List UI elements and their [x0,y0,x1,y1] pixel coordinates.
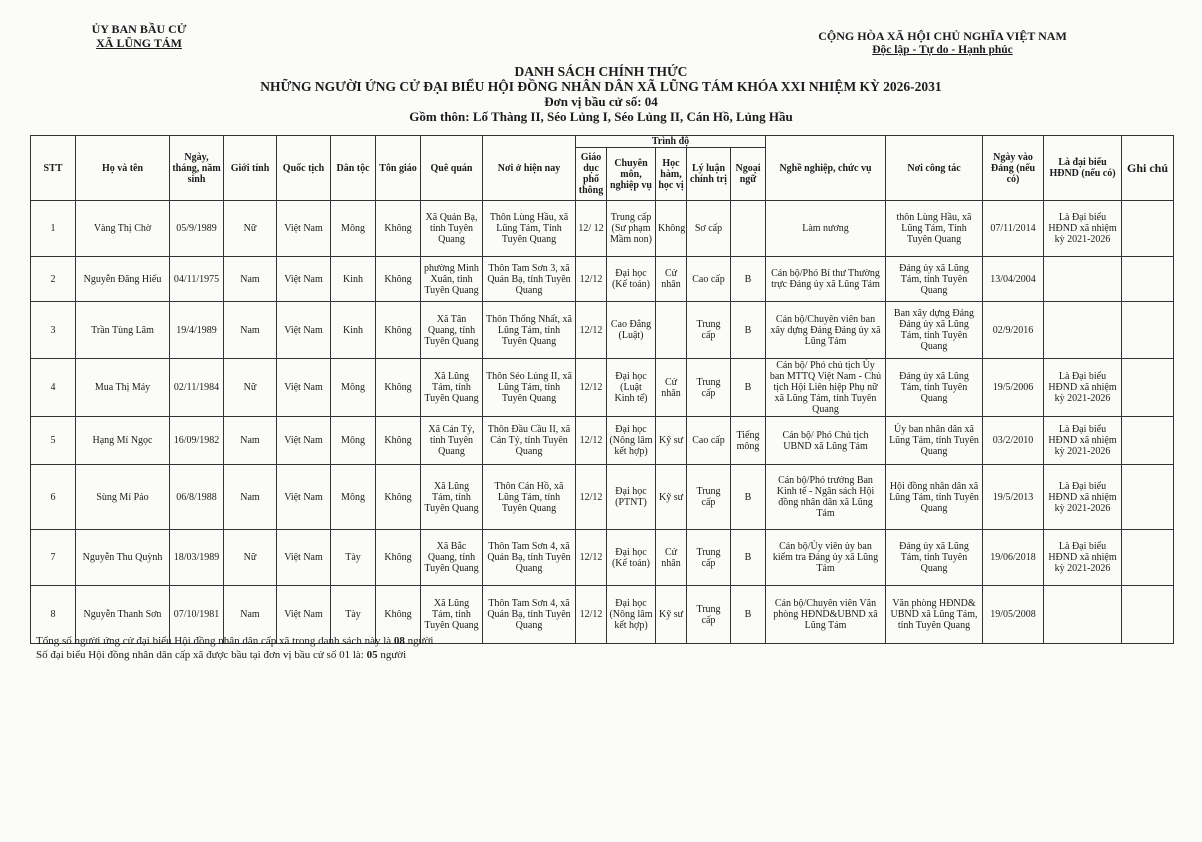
document-title-block [0,64,1202,124]
cell-occupation: Cán bộ/Ủy viên ủy ban kiểm tra Đảng ủy xã Lũng Tám [766,530,886,586]
cell-religion: Không [376,257,421,302]
cell-stt: 8 [31,586,76,644]
candidate-rows [31,201,1174,644]
cell-language: Tiếng mông [731,417,766,465]
cell-religion: Không [376,417,421,465]
cell-name: Hạng Mí Ngọc [76,417,170,465]
cell-ethnicity: Mông [331,465,376,530]
summary-total-value: 08 [393,635,405,647]
cell-ethnicity: Kinh [331,257,376,302]
cell-specialty: Đại học (PTNT) [607,465,656,530]
document-title: DANH SÁCH CHÍNH THỨC [514,64,688,79]
cell-name: Vàng Thị Chờ [76,201,170,257]
summary-elected-line [36,648,434,662]
cell-dob: 07/10/1981 [170,586,224,644]
cell-workplace: Đảng ủy xã Lũng Tám, tỉnh Tuyên Quang [886,530,983,586]
cell-note [1122,417,1174,465]
cell-residence: Thôn Séo Lủng II, xã Lũng Tám, tỉnh Tuyên Quang [483,359,576,417]
cell-gender: Nữ [224,359,277,417]
cell-stt: 6 [31,465,76,530]
cell-specialty: Đại học (Nông lâm kết hợp) [607,586,656,644]
col-religion: Tôn giáo [376,136,421,201]
cell-specialty: Đại học (Luật Kinh tế) [607,359,656,417]
cell-political: Trung cấp [687,465,731,530]
cell-residence: Thôn Đầu Cầu II, xã Cán Tỷ, tỉnh Tuyên Quang [483,417,576,465]
cell-note [1122,586,1174,644]
cell-academic [656,302,687,359]
table-row [31,201,1174,257]
cell-religion: Không [376,530,421,586]
cell-workplace: thôn Lùng Hầu, xã Lũng Tám, Tỉnh Tuyên Quang [886,201,983,257]
village-list: Gồm thôn: Lố Thàng II, Séo Lủng I, Séo Lủng II, Cán Hồ, Lủng Hầu [409,109,793,124]
cell-academic: Cử nhân [656,530,687,586]
cell-academic: Kỹ sư [656,465,687,530]
cell-political: Cao cấp [687,257,731,302]
cell-specialty: Đại học (Kế toán) [607,257,656,302]
cell-residence: Thôn Lùng Hầu, xã Lũng Tám, Tỉnh Tuyên Quang [483,201,576,257]
cell-note [1122,530,1174,586]
cell-ethnicity: Tày [331,586,376,644]
cell-political: Trung cấp [687,530,731,586]
col-council: Là đại biểu HĐND (nếu có) [1044,136,1122,201]
cell-hometown: Xã Bắc Quang, tỉnh Tuyên Quang [421,530,483,586]
cell-religion: Không [376,201,421,257]
summary-footer [36,634,434,662]
cell-nationality: Việt Nam [277,530,331,586]
cell-note [1122,359,1174,417]
cell-residence: Thôn Cán Hồ, xã Lũng Tám, tỉnh Tuyên Quang [483,465,576,530]
cell-name: Trần Tùng Lâm [76,302,170,359]
col-group-level: Trình độ [576,136,766,148]
cell-nationality: Việt Nam [277,257,331,302]
col-workplace: Nơi công tác [886,136,983,201]
document-subtitle: NHỮNG NGƯỜI ỨNG CỬ ĐẠI BIỂU HỘI ĐỒNG NHÂN DÂN XÃ LŨNG TÁM KHÓA XXI NHIỆM KỲ 2026-2031 [260,79,942,94]
summary-total-unit: người [404,635,434,647]
cell-note [1122,257,1174,302]
cell-religion: Không [376,359,421,417]
cell-political: Trung cấp [687,359,731,417]
cell-hometown: Xã Tân Quang, tỉnh Tuyên Quang [421,302,483,359]
cell-ethnicity: Kinh [331,302,376,359]
cell-political: Trung cấp [687,586,731,644]
col-hometown: Quê quán [421,136,483,201]
cell-workplace: Đảng ủy xã Lũng Tám, tỉnh Tuyên Quang [886,359,983,417]
cell-party-date: 07/11/2014 [983,201,1044,257]
cell-council: Là Đại biểu HĐND xã nhiệm kỳ 2021-2026 [1044,417,1122,465]
cell-note [1122,302,1174,359]
cell-language: B [731,257,766,302]
table-row [31,530,1174,586]
col-ethnicity: Dân tộc [331,136,376,201]
col-occupation: Nghề nghiệp, chức vụ [766,136,886,201]
cell-academic: Cử nhân [656,257,687,302]
col-stt: STT [31,136,76,201]
cell-stt: 5 [31,417,76,465]
cell-ethnicity: Tày [331,530,376,586]
cell-dob: 16/09/1982 [170,417,224,465]
col-name: Họ và tên [76,136,170,201]
cell-name: Nguyễn Thu Quỳnh [76,530,170,586]
cell-gender: Nữ [224,530,277,586]
cell-occupation: Cán bộ/ Phó Chủ tịch UBND xã Lũng Tám [766,417,886,465]
cell-dob: 05/9/1989 [170,201,224,257]
table-row [31,257,1174,302]
cell-specialty: Đại học (Nông lâm kết hợp) [607,417,656,465]
issuer-line-2: XÃ LŨNG TÁM [96,36,182,50]
cell-language: B [731,586,766,644]
cell-specialty: Đại học (Kế toán) [607,530,656,586]
col-specialty: Chuyên môn, nghiệp vụ [607,148,656,201]
cell-residence: Thôn Tam Sơn 3, xã Quản Bạ, tỉnh Tuyên Quang [483,257,576,302]
cell-council: Là Đại biểu HĐND xã nhiệm kỳ 2021-2026 [1044,465,1122,530]
cell-language: B [731,530,766,586]
cell-name: Nguyễn Thanh Sơn [76,586,170,644]
cell-party-date: 19/5/2006 [983,359,1044,417]
summary-elected-value: 05 [366,649,378,661]
cell-specialty: Cao Đẳng (Luật) [607,302,656,359]
cell-workplace: Văn phòng HĐND& UBND xã Lũng Tám, tỉnh Tuyên Quang [886,586,983,644]
cell-council [1044,586,1122,644]
cell-gender: Nam [224,417,277,465]
cell-language: B [731,359,766,417]
summary-elected-text: Số đại biểu Hội đồng nhân dân cấp xã được bầu tại đơn vị bầu cử số 01 là: [36,649,367,661]
cell-dob: 04/11/1975 [170,257,224,302]
cell-council: Là Đại biểu HĐND xã nhiệm kỳ 2021-2026 [1044,201,1122,257]
cell-name: Sùng Mí Páo [76,465,170,530]
cell-nationality: Việt Nam [277,465,331,530]
cell-stt: 2 [31,257,76,302]
cell-general-edu: 12/12 [576,257,607,302]
cell-nationality: Việt Nam [277,417,331,465]
col-note: Ghi chú [1122,136,1174,201]
cell-residence: Thôn Tam Sơn 4, xã Quản Bạ, tỉnh Tuyên Quang [483,530,576,586]
cell-party-date: 03/2/2010 [983,417,1044,465]
table-row [31,417,1174,465]
cell-occupation: Cán bộ/ Phó chủ tịch Ủy ban MTTQ Việt Nam - Chủ tịch Hội Liên hiệp Phụ nữ xã Lũng Tám, tỉnh Tuyên Quang [766,359,886,417]
cell-language: B [731,302,766,359]
col-general-edu: Giáo dục phổ thông [576,148,607,201]
cell-political: Cao cấp [687,417,731,465]
cell-general-edu: 12/12 [576,417,607,465]
cell-general-edu: 12/12 [576,586,607,644]
col-academic: Học hàm, học vị [656,148,687,201]
col-residence: Nơi ở hiện nay [483,136,576,201]
cell-academic: Không [656,201,687,257]
cell-residence: Thôn Thống Nhất, xã Lũng Tám, tỉnh Tuyên Quang [483,302,576,359]
cell-occupation: Cán bộ/Chuyên viên Văn phòng HĐND&UBND xã Lũng Tám [766,586,886,644]
cell-hometown: Xã Cán Tỷ, tỉnh Tuyên Quang [421,417,483,465]
cell-ethnicity: Mông [331,359,376,417]
cell-hometown: Xã Lũng Tám, tỉnh Tuyên Quang [421,359,483,417]
cell-council: Là Đại biểu HĐND xã nhiệm kỳ 2021-2026 [1044,359,1122,417]
cell-occupation: Làm nương [766,201,886,257]
cell-stt: 7 [31,530,76,586]
summary-elected-unit: người [377,649,407,661]
cell-workplace: Ủy ban nhân dân xã Lũng Tám, tỉnh Tuyên Quang [886,417,983,465]
cell-note [1122,201,1174,257]
cell-religion: Không [376,586,421,644]
cell-party-date: 19/05/2008 [983,586,1044,644]
col-political: Lý luận chính trị [687,148,731,201]
cell-hometown: Xã Lũng Tám, tỉnh Tuyên Quang [421,586,483,644]
cell-political: Sơ cấp [687,201,731,257]
electoral-unit: Đơn vị bầu cử số: 04 [544,94,658,109]
national-motto: Độc lập - Tự do - Hạnh phúc [872,44,1013,56]
cell-name: Nguyễn Đăng Hiếu [76,257,170,302]
cell-gender: Nam [224,465,277,530]
cell-hometown: Xã Quản Bạ, tỉnh Tuyên Quang [421,201,483,257]
cell-dob: 02/11/1984 [170,359,224,417]
issuer-block [84,22,194,50]
col-language: Ngoại ngữ [731,148,766,201]
cell-workplace: Hội đồng nhân dân xã Lũng Tám, tỉnh Tuyên Quang [886,465,983,530]
candidate-table [30,135,1174,644]
cell-political: Trung cấp [687,302,731,359]
cell-stt: 1 [31,201,76,257]
cell-religion: Không [376,465,421,530]
col-party-date: Ngày vào Đảng (nếu có) [983,136,1044,201]
col-dob: Ngày, tháng, năm sinh [170,136,224,201]
cell-ethnicity: Mông [331,417,376,465]
summary-total-line [36,634,434,648]
cell-nationality: Việt Nam [277,201,331,257]
cell-language [731,201,766,257]
cell-hometown: Xã Lũng Tám, tỉnh Tuyên Quang [421,465,483,530]
cell-council [1044,302,1122,359]
cell-workplace: Ban xây dựng Đảng Đảng ủy xã Lũng Tám, tỉnh Tuyên Quang [886,302,983,359]
cell-hometown: phường Minh Xuân, tỉnh Tuyên Quang [421,257,483,302]
cell-gender: Nam [224,302,277,359]
cell-party-date: 02/9/2016 [983,302,1044,359]
summary-total-text: Tổng số người ứng cử đại biểu Hội đồng nhân dân cấp xã trong danh sách này là [36,635,394,647]
col-nationality: Quốc tịch [277,136,331,201]
table-row [31,465,1174,530]
national-title: CỘNG HÒA XÃ HỘI CHỦ NGHĨA VIỆT NAM [818,29,1067,43]
cell-dob: 18/03/1989 [170,530,224,586]
cell-gender: Nam [224,257,277,302]
cell-language: B [731,465,766,530]
table-row [31,302,1174,359]
cell-academic: Kỹ sư [656,586,687,644]
cell-workplace: Đảng ủy xã Lũng Tám, tỉnh Tuyên Quang [886,257,983,302]
cell-name: Mua Thị Máy [76,359,170,417]
cell-general-edu: 12/12 [576,359,607,417]
cell-dob: 06/8/1988 [170,465,224,530]
cell-party-date: 19/06/2018 [983,530,1044,586]
cell-general-edu: 12/ 12 [576,201,607,257]
cell-religion: Không [376,302,421,359]
cell-occupation: Cán bộ/Phó Bí thư Thường trực Đảng ủy xã Lũng Tám [766,257,886,302]
cell-note [1122,465,1174,530]
cell-nationality: Việt Nam [277,586,331,644]
cell-council [1044,257,1122,302]
cell-general-edu: 12/12 [576,302,607,359]
cell-nationality: Việt Nam [277,302,331,359]
cell-residence: Thôn Tam Sơn 4, xã Quản Bạ, tỉnh Tuyên Quang [483,586,576,644]
cell-stt: 3 [31,302,76,359]
cell-specialty: Trung cấp (Sư phạm Mầm non) [607,201,656,257]
cell-general-edu: 12/12 [576,530,607,586]
cell-council: Là Đại biểu HĐND xã nhiệm kỳ 2021-2026 [1044,530,1122,586]
cell-ethnicity: Mông [331,201,376,257]
cell-nationality: Việt Nam [277,359,331,417]
cell-party-date: 13/04/2004 [983,257,1044,302]
col-gender: Giới tính [224,136,277,201]
cell-academic: Kỹ sư [656,417,687,465]
cell-dob: 19/4/1989 [170,302,224,359]
national-motto-block [800,29,1085,57]
cell-party-date: 19/5/2013 [983,465,1044,530]
cell-gender: Nam [224,586,277,644]
cell-stt: 4 [31,359,76,417]
cell-occupation: Cán bộ/Chuyên viên ban xây dựng Đảng Đảng ủy xã Lũng Tám [766,302,886,359]
cell-occupation: Cán bộ/Phó trưởng Ban Kinh tế - Ngân sách Hội đồng nhân dân xã Lũng Tám [766,465,886,530]
cell-general-edu: 12/12 [576,465,607,530]
table-row [31,359,1174,417]
cell-gender: Nữ [224,201,277,257]
issuer-line-1: ỦY BAN BẦU CỬ [91,22,187,36]
cell-academic: Cử nhân [656,359,687,417]
